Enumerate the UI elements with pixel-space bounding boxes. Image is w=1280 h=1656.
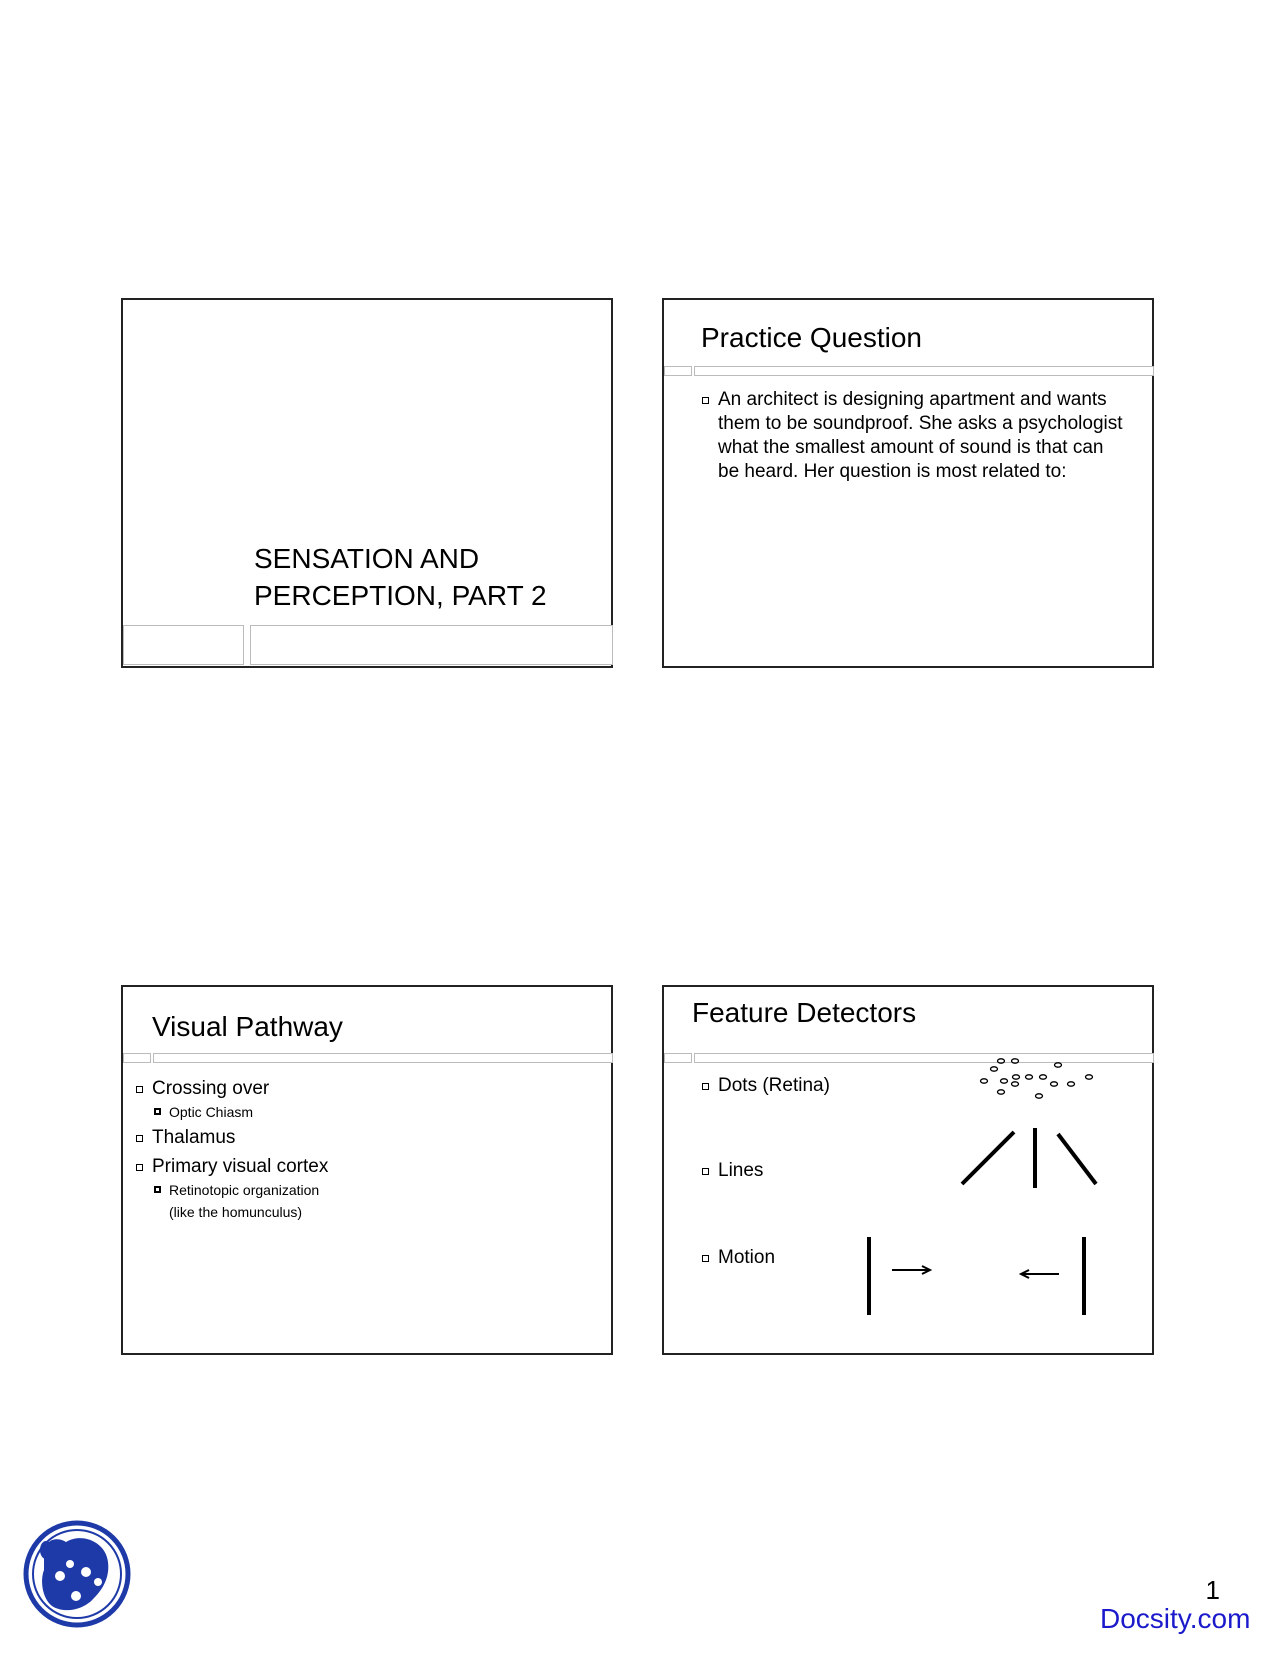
diagonal-line-right <box>1058 1134 1096 1184</box>
cover-rule-left <box>123 625 244 665</box>
motion-illustration <box>854 1232 1114 1322</box>
slide-visual-pathway <box>121 985 613 1355</box>
question-text: An architect is designing apartment and wants them to be soundproof. She asks a psychologist what the smallest amount of sound is that can be heard. Her question is most related to: <box>718 389 1123 482</box>
pathway-list <box>152 1077 592 1223</box>
sub-item <box>169 1179 592 1223</box>
list-item <box>152 1155 592 1223</box>
feature-item-motion <box>718 1247 775 1269</box>
slide-title: Practice Question <box>701 322 922 353</box>
slide-title: Feature Detectors <box>692 997 917 1028</box>
bullet-icon <box>702 1083 709 1090</box>
sub-item-label: Optic Chiasm <box>169 1104 254 1120</box>
bullet-icon <box>702 397 709 404</box>
arrow-right-icon <box>892 1266 930 1274</box>
bullet-icon <box>702 1168 709 1175</box>
sub-bullet-icon <box>154 1186 161 1193</box>
cover-rule-right <box>250 625 613 665</box>
title-rule-left <box>664 366 692 376</box>
feature-item-dots <box>718 1075 830 1097</box>
title-rule-right <box>694 366 1154 376</box>
docsity-link[interactable]: Docsity.com <box>1100 1603 1251 1634</box>
question-item <box>718 388 1128 484</box>
slide-title: Visual Pathway <box>152 1011 343 1042</box>
slide-practice-question <box>662 298 1154 668</box>
list-item-label: Primary visual cortex <box>152 1156 329 1177</box>
title-rule-left <box>664 1053 692 1063</box>
slide-cover <box>121 298 613 668</box>
list-item <box>152 1077 592 1123</box>
sub-bullet-icon <box>154 1108 161 1115</box>
page-number: 1 <box>1205 1575 1220 1605</box>
bullet-icon <box>136 1164 143 1171</box>
question-list <box>718 388 1128 484</box>
lines-illustration <box>954 1122 1114 1192</box>
bullet-icon <box>136 1135 143 1142</box>
cover-title-line-1: SENSATION AND <box>254 543 480 574</box>
title-rule-right <box>153 1053 613 1063</box>
list-item-label: Thalamus <box>152 1127 236 1148</box>
feature-item-label: Lines <box>718 1160 764 1181</box>
bullet-icon <box>702 1255 709 1262</box>
cover-title-line-2: PERCEPTION, PART 2 <box>254 580 547 611</box>
bullet-icon <box>136 1086 143 1093</box>
feature-item-lines <box>718 1160 763 1182</box>
feature-item-label: Dots (Retina) <box>718 1075 830 1096</box>
slide-feature-detectors <box>662 985 1154 1355</box>
list-item-label: Crossing over <box>152 1078 270 1099</box>
cover-title <box>254 540 547 614</box>
list-item <box>152 1126 592 1150</box>
sub-item-label: Retinotopic organization <box>169 1182 320 1198</box>
feature-item-label: Motion <box>718 1247 776 1268</box>
dots-illustration <box>969 1057 1099 1107</box>
sub-item-continuation: (like the homunculus) <box>169 1204 303 1220</box>
diagonal-line-left <box>962 1132 1014 1184</box>
docsity-logo-icon <box>22 1518 132 1630</box>
arrow-left-icon <box>1021 1270 1059 1278</box>
title-rule-left <box>123 1053 151 1063</box>
sub-item <box>169 1101 592 1123</box>
